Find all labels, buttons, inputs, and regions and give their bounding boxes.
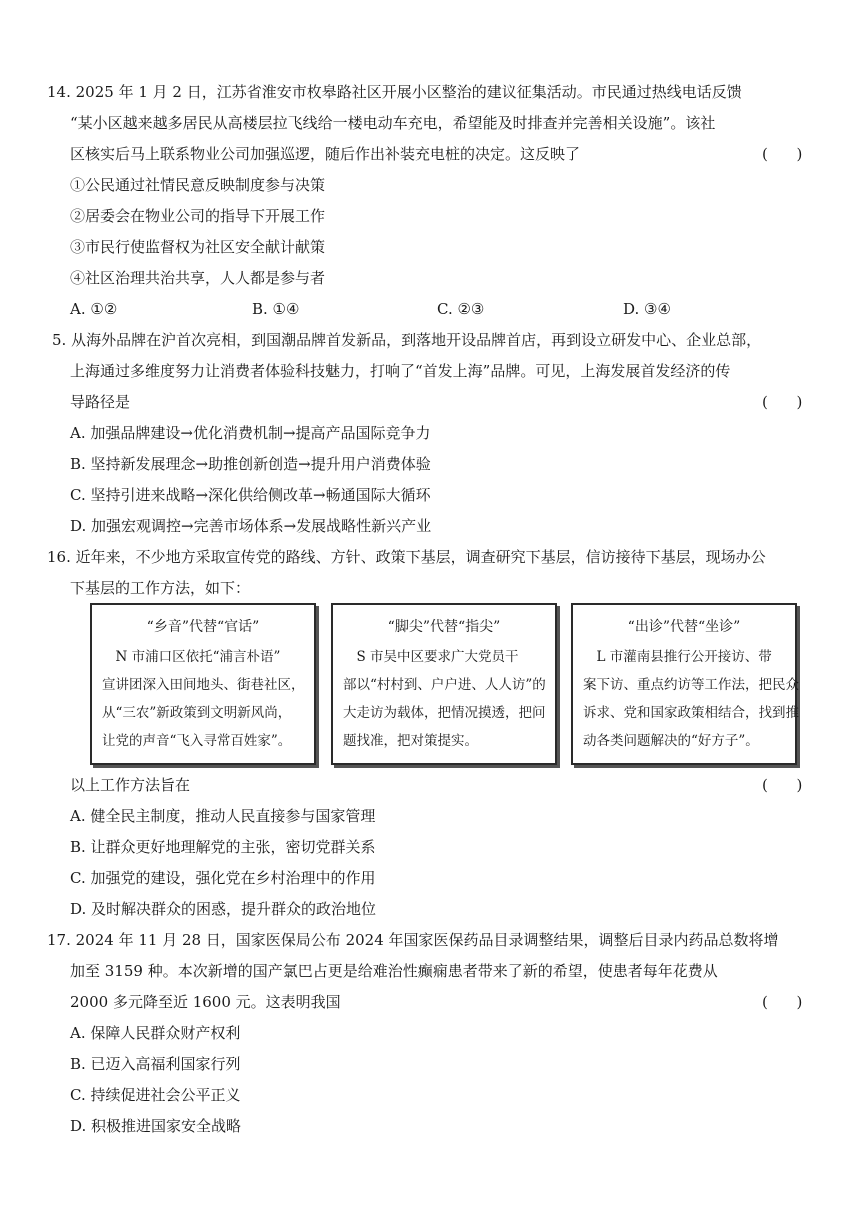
q17-option-a[interactable]: A. 保障人民群众财产权利 bbox=[70, 1024, 241, 1042]
q15-stem-line-3: 导路径是 bbox=[70, 393, 131, 411]
q17-option-c[interactable]: C. 持续促进社会公平正义 bbox=[70, 1086, 241, 1104]
q16-box-3-line: 案下访、重点约访等工作法，把民众 bbox=[583, 677, 799, 693]
q14-option-d[interactable]: D. ③④ bbox=[623, 300, 671, 318]
q15-option-c[interactable]: C. 坚持引进来战略→深化供给侧改革→畅通国际大循环 bbox=[70, 486, 431, 504]
q16-box-1-line: 宣讲团深入田间地头、街巷社区， bbox=[102, 677, 305, 693]
q16-option-a[interactable]: A. 健全民主制度，推动人民直接参与国家管理 bbox=[70, 807, 376, 825]
q16-box-2-line: 题找准，把对策提实。 bbox=[343, 733, 478, 749]
q16-stem-line-2: 下基层的工作方法，如下： bbox=[70, 579, 251, 597]
q17-stem-line-3: 2000 多元降至近 1600 元。这表明我国 bbox=[70, 993, 341, 1011]
q16-option-b[interactable]: B. 让群众更好地理解党的主张，密切党群关系 bbox=[70, 838, 376, 856]
q16-stem-line-1: 16. 近年来，不少地方采取宣传党的路线、方针、政策下基层，调查研究下基层，信访接待下基层，现场办公 bbox=[47, 548, 766, 566]
q17-answer-blank[interactable]: ( ) bbox=[762, 993, 803, 1011]
q14-option-c[interactable]: C. ②③ bbox=[437, 300, 485, 318]
q14-option-b[interactable]: B. ①④ bbox=[252, 300, 300, 318]
q17-option-b[interactable]: B. 已迈入高福利国家行列 bbox=[70, 1055, 241, 1073]
q15-option-b[interactable]: B. 坚持新发展理念→助推创新创造→提升用户消费体验 bbox=[70, 455, 431, 473]
q16-box-1-line: 从“三农”新政策到文明新风尚， bbox=[102, 705, 292, 721]
q16-box-3-line: 动各类问题解决的“好方子”。 bbox=[583, 733, 759, 749]
q16-answer-blank[interactable]: ( ) bbox=[762, 776, 803, 794]
q15-stem-line-1: 5. 从海外品牌在沪首次亮相，到国潮品牌首发新品，到落地开设品牌首店，再到设立研发中心、企业总部， bbox=[52, 331, 762, 349]
q15-option-d[interactable]: D. 加强宏观调控→完善市场体系→发展战略性新兴产业 bbox=[70, 517, 432, 535]
q16-option-c[interactable]: C. 加强党的建设，强化党在乡村治理中的作用 bbox=[70, 869, 376, 887]
q14-statement-2: ②居委会在物业公司的指导下开展工作 bbox=[70, 207, 326, 225]
q16-box-2-body bbox=[343, 643, 547, 755]
q14-stem-line-2: “某小区越来越多居民从高楼层拉飞线给一楼电动车充电，希望能及时排查并完善相关设施”。该社 bbox=[70, 114, 716, 132]
q17-stem-line-2: 加至 3159 种。本次新增的国产氯巴占更是给难治性癫痫患者带来了新的希望，使患者每年花费从 bbox=[70, 962, 718, 980]
q16-box-1-body bbox=[102, 643, 306, 755]
q15-option-a[interactable]: A. 加强品牌建设→优化消费机制→提高产品国际竞争力 bbox=[70, 424, 431, 442]
q14-stem-line-3: 区核实后马上联系物业公司加强巡逻，随后作出补装充电桩的决定。这反映了 bbox=[70, 145, 581, 163]
q16-box-1-line: 让党的声音“飞入寻常百姓家”。 bbox=[102, 733, 292, 749]
q16-box-2-line: 部以“村村到、户户进、人人访”的 bbox=[343, 677, 546, 693]
q16-question-stem: 以上工作方法旨在 bbox=[70, 776, 191, 794]
q16-material-box-2 bbox=[331, 603, 557, 765]
q16-box-3-line: L 市灌南县推行公开接访、带 bbox=[583, 649, 772, 665]
q14-statement-4: ④社区治理共治共享，人人都是参与者 bbox=[70, 269, 326, 287]
q17-stem-line-1: 17. 2024 年 11 月 28 日，国家医保局公布 2024 年国家医保药品目录调整结果，调整后目录内药品总数将增 bbox=[47, 931, 779, 949]
q14-answer-blank[interactable]: ( ) bbox=[762, 145, 803, 163]
q16-box-3-title: “出诊”代替“坐诊” bbox=[627, 619, 741, 635]
q16-box-2-line: 大走访为载体，把情况摸透，把问 bbox=[343, 705, 546, 721]
q16-material-box-3 bbox=[571, 603, 797, 765]
q16-box-2-line: S 市吴中区要求广大党员干 bbox=[343, 649, 519, 665]
q16-box-3-body bbox=[583, 643, 799, 755]
q15-answer-blank[interactable]: ( ) bbox=[762, 393, 803, 411]
q17-option-d[interactable]: D. 积极推进国家安全战略 bbox=[70, 1117, 242, 1135]
q14-statement-1: ①公民通过社情民意反映制度参与决策 bbox=[70, 176, 326, 194]
q14-stem-line-1: 14. 2025 年 1 月 2 日，江苏省淮安市枚皋路社区开展小区整治的建议征集活动。市民通过热线电话反馈 bbox=[47, 83, 742, 101]
q16-box-2-title: “脚尖”代替“指尖” bbox=[387, 619, 501, 635]
q14-option-a[interactable]: A. ①② bbox=[70, 300, 118, 318]
q16-box-1-line: N 市浦口区依托“浦言朴语” bbox=[102, 649, 281, 665]
q16-material-box-1 bbox=[90, 603, 316, 765]
q15-stem-line-2: 上海通过多维度努力让消费者体验科技魅力，打响了“首发上海”品牌。可见，上海发展首发经济的传 bbox=[70, 362, 731, 380]
q14-statement-3: ③市民行使监督权为社区安全献计献策 bbox=[70, 238, 326, 256]
q16-box-1-title: “乡音”代替“官话” bbox=[146, 619, 260, 635]
q16-box-3-line: 诉求、党和国家政策相结合，找到推 bbox=[583, 705, 799, 721]
q16-option-d[interactable]: D. 及时解决群众的困惑，提升群众的政治地位 bbox=[70, 900, 377, 918]
